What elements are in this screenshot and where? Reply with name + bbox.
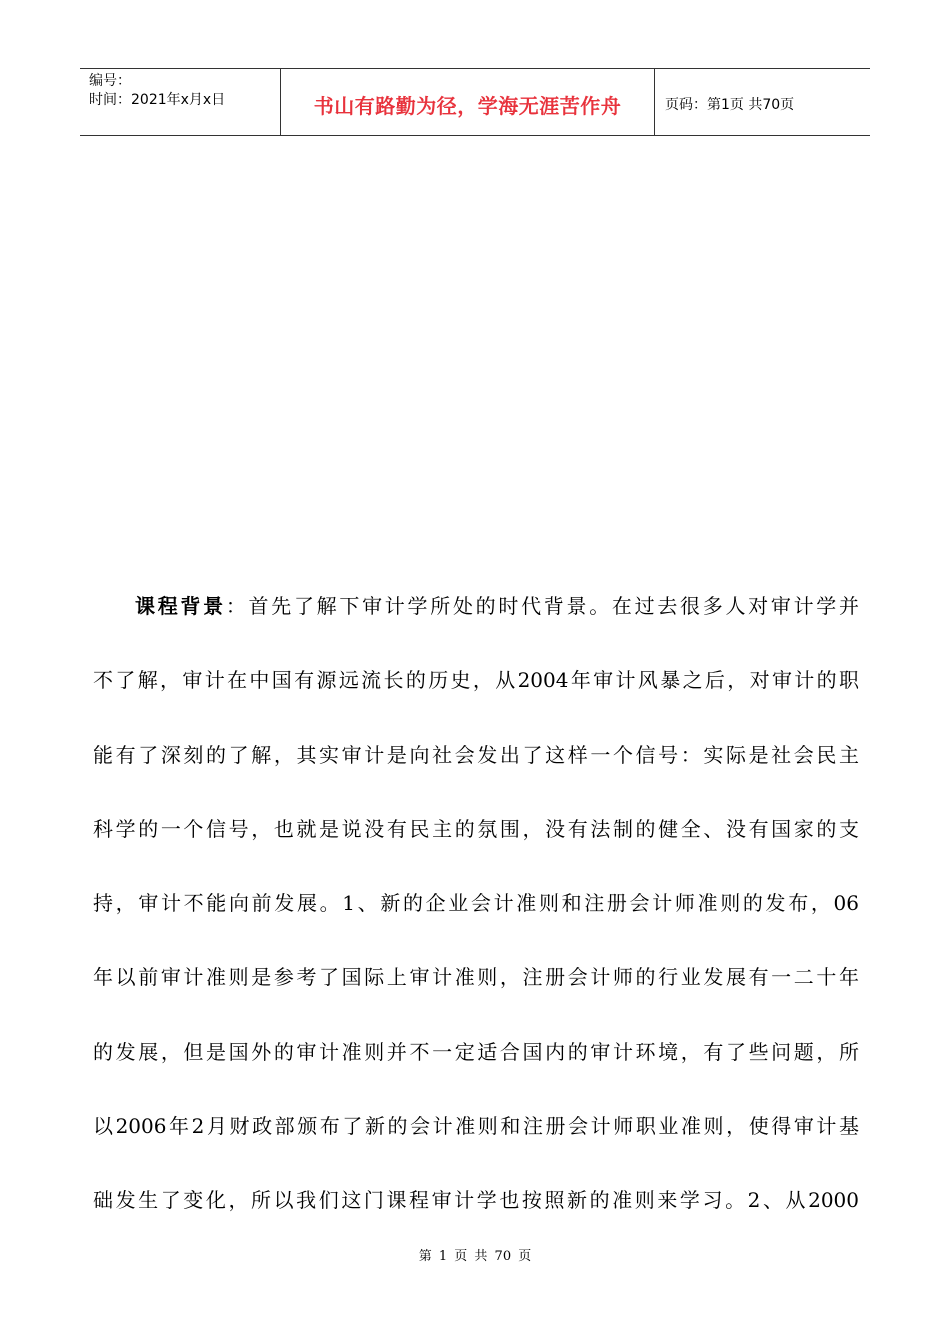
body-line: 年以前审计准则是参考了国际上审计准则，注册会计师的行业发展有一二十年	[93, 965, 859, 990]
time-label: 时间：2021年x月x日	[89, 92, 226, 108]
body-line: 能有了深刻的了解，其实审计是向社会发出了这样一个信号：实际是社会民主	[93, 742, 859, 767]
body-line: 的发展，但是国外的审计准则并不一定适合国内的审计环境，有了些问题，所	[93, 1039, 859, 1064]
header-motto-cell	[281, 69, 655, 135]
section-label: 课程背景	[135, 594, 226, 618]
motto-text: 书山有路勤为径，学海无涯苦作舟	[313, 93, 622, 118]
body-line: 础发生了变化，所以我们这门课程审计学也按照新的准则来学习。2、从2000	[93, 1188, 859, 1213]
body-line: 科学的一个信号，也就是说没有民主的氛围，没有法制的健全、没有国家的支	[93, 816, 859, 841]
body-line: 不了解，审计在中国有源远流长的历史，从2004年审计风暴之后，对审计的职	[93, 668, 859, 693]
body-line: 持，审计不能向前发展。1、新的企业会计准则和注册会计师准则的发布，06	[93, 891, 859, 916]
header-meta-cell	[80, 69, 281, 135]
number-label: 编号：	[89, 73, 131, 89]
body-line	[93, 584, 859, 658]
header-page-cell	[655, 69, 870, 135]
body-line-text: ：首先了解下审计学所处的时代背景。在过去很多人对审计学并	[225, 594, 860, 618]
page-info: 页码：第1页 共70页	[665, 97, 795, 113]
body-paragraph	[93, 584, 859, 1253]
document-header	[80, 68, 870, 136]
body-line: 以2006年2月财政部颁布了新的会计准则和注册会计师职业准则，使得审计基	[93, 1114, 859, 1139]
page-footer: 第 1 页 共 70 页	[418, 1249, 532, 1264]
